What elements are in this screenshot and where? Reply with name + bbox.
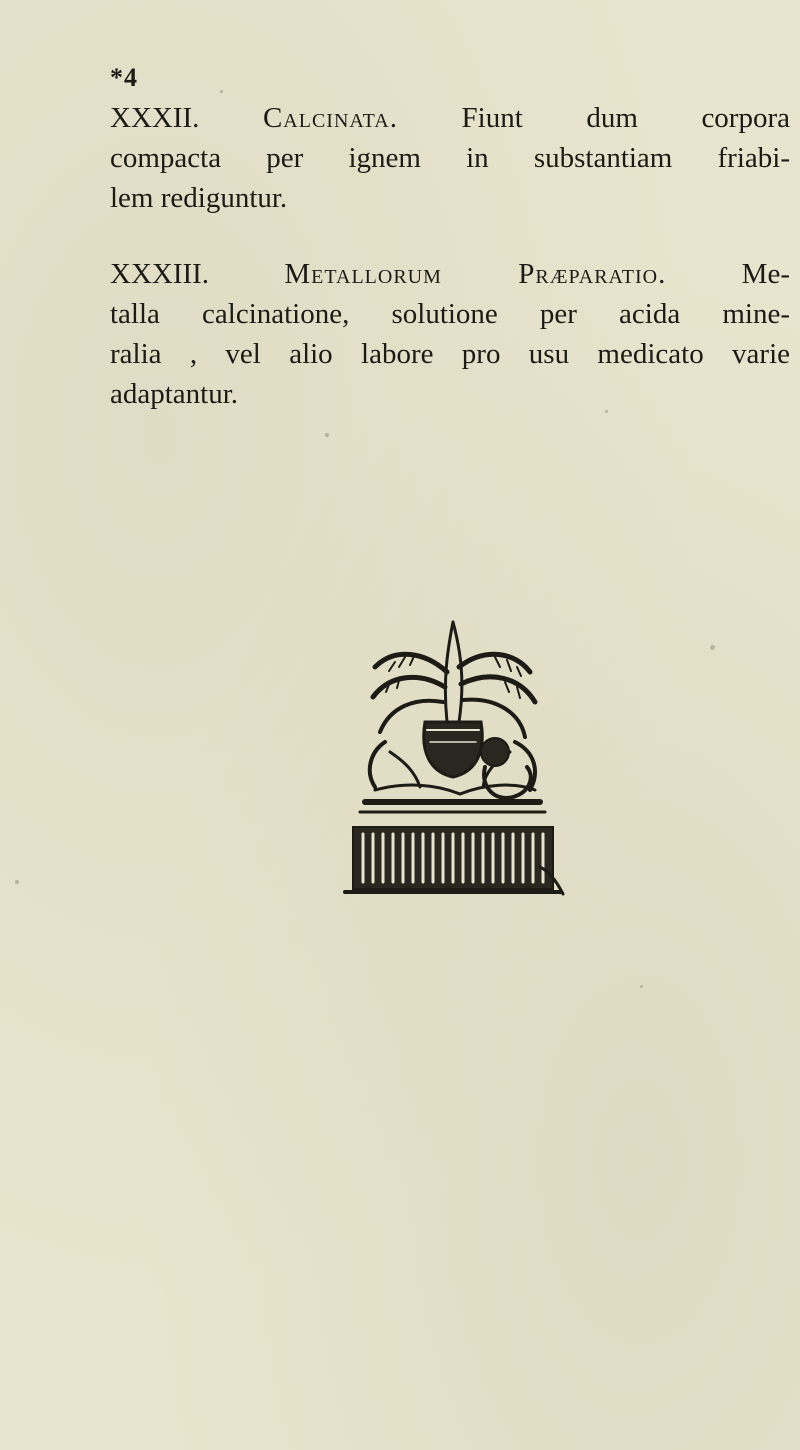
paragraph-line: lem rediguntur.: [110, 182, 288, 214]
paper-speck: [710, 645, 715, 650]
woodcut-vignette-icon: [335, 612, 570, 902]
paragraph-line: talla calcinatione, solutione per acida mine-: [110, 298, 790, 330]
paragraph-heading: Metallorum Præparatio.: [284, 258, 667, 290]
paragraph-heading: Calcinata.: [262, 102, 398, 134]
paragraph-line: [110, 98, 790, 138]
paper-speck: [640, 985, 643, 988]
paper-speck: [15, 880, 19, 884]
paragraph-text: Me-: [741, 258, 790, 290]
paragraph-line: [110, 254, 790, 294]
paragraph-numeral: XXXII.: [110, 102, 200, 134]
paragraph-text: Fiunt dum corpora: [461, 102, 790, 134]
paragraph-metallorum-praeparatio: [110, 254, 790, 414]
paragraph-line: compacta per ignem in substantiam friabi-: [110, 142, 790, 174]
paragraph-line: ralia , vel alio labore pro usu medicato varie: [110, 338, 790, 370]
paragraph-numeral: XXXIII.: [110, 258, 210, 290]
paper-speck: [325, 433, 329, 437]
paragraph-line: adaptantur.: [110, 378, 239, 410]
paper-speck: [220, 90, 223, 93]
paper-speck: [605, 410, 608, 413]
paragraph-calcinata: [110, 98, 790, 218]
page-number: *4: [110, 63, 138, 92]
